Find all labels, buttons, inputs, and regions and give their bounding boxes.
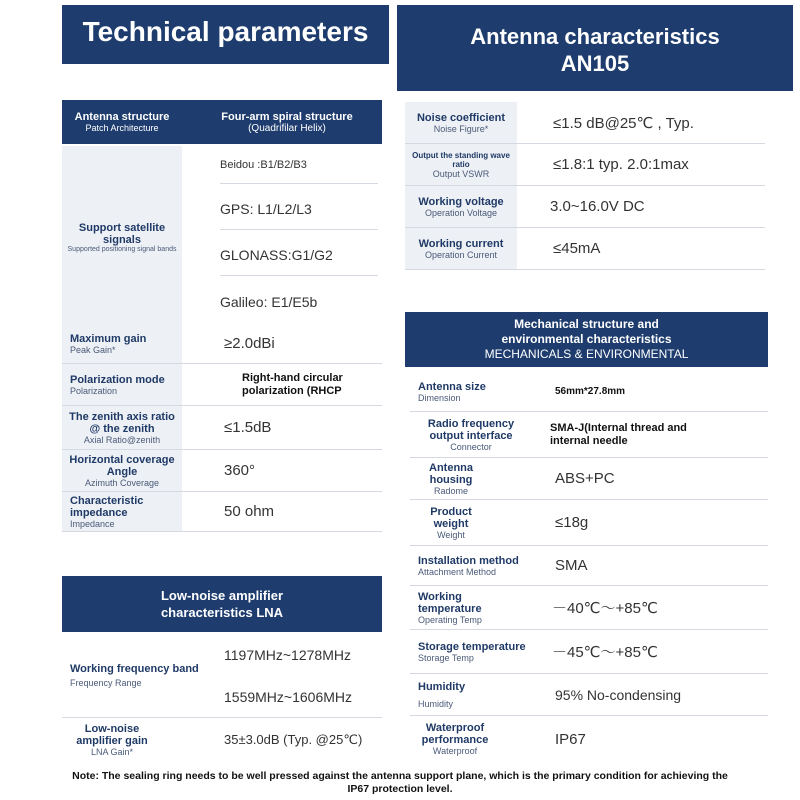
waterproof-title: Waterproof performance: [421, 722, 489, 746]
polarization-value: Right-hand circular polarization (RHCP: [242, 371, 343, 397]
satellite-signals-label: [62, 146, 182, 328]
frequency-band-row: [62, 634, 382, 718]
vswr-row: [405, 144, 765, 186]
noise-figure-row: [405, 102, 765, 144]
noise-figure-title: Noise coefficient: [416, 111, 506, 124]
current-row: [405, 228, 765, 270]
operating-temp-title: Working temperature: [418, 590, 482, 615]
vswr-value: ≤1.8:1 typ. 2.0:1max: [553, 156, 689, 173]
impedance-sub: Impedance: [70, 518, 115, 529]
noise-figure-sub: Noise Figure*: [433, 123, 489, 134]
antenna-characteristics-header: [397, 5, 793, 91]
satellite-signals-title: Support satellite signals: [78, 221, 166, 246]
voltage-row: [405, 186, 765, 228]
installation-row: [410, 546, 768, 586]
frequency-band-2: 1559MHz~1606MHz: [224, 689, 353, 705]
storage-temp-sub: Storage Temp: [418, 652, 474, 663]
housing-label: [410, 458, 492, 499]
coverage-title: Horizontal coverage Angle: [69, 453, 175, 478]
axial-ratio-sub: Axial Ratio@zenith: [83, 434, 161, 445]
voltage-sub: Operation Voltage: [424, 207, 498, 218]
frequency-band-title: Working frequency band: [70, 663, 199, 675]
weight-title: Product weight: [430, 505, 472, 530]
housing-row: [410, 458, 768, 500]
antenna-structure-row: [62, 100, 382, 144]
impedance-title: Characteristic impedance: [70, 494, 144, 519]
operating-temp-row: [410, 586, 768, 630]
installation-sub: Attachment Method: [418, 566, 497, 577]
weight-sub: Weight: [437, 529, 465, 540]
waterproof-label: [410, 716, 500, 762]
humidity-row: [410, 674, 768, 716]
operating-temp-label: [410, 586, 532, 629]
polarization-label: [62, 364, 182, 405]
axial-ratio-label: [62, 406, 182, 449]
antenna-size-value: 56mm*27.8mm: [555, 386, 626, 397]
mechanical-title-line3: MECHANICALS & ENVIRONMENTAL: [484, 347, 689, 361]
humidity-value: 95% No-condensing: [555, 686, 682, 703]
satellite-signals-sub: Supported positioning signal bands: [67, 245, 177, 253]
technical-parameters-header: Technical parameters: [62, 5, 389, 64]
impedance-label: [62, 492, 182, 531]
noise-figure-label: [405, 102, 517, 143]
axial-ratio-value: ≤1.5dB: [224, 419, 272, 436]
impedance-row: [62, 492, 382, 532]
satellite-galileo: Galileo: E1/E5b: [220, 294, 318, 310]
housing-value: ABS+PC: [555, 470, 615, 487]
axial-ratio-row: [62, 406, 382, 450]
satellite-glonass: GLONASS:G1/G2: [220, 234, 378, 276]
connector-title: Radio frequency output interface: [427, 417, 515, 442]
housing-sub: Radome: [433, 485, 469, 496]
operating-temp-sub: Operating Temp: [418, 614, 482, 625]
storage-temp-label: [410, 630, 540, 673]
voltage-label: [405, 186, 517, 227]
satellite-beidou: Beidou :B1/B2/B3: [220, 146, 378, 184]
max-gain-label: [62, 324, 182, 363]
antenna-size-label: [410, 372, 532, 411]
current-title: Working current: [418, 237, 504, 250]
antenna-size-sub: Dimension: [418, 392, 461, 403]
coverage-row: [62, 450, 382, 492]
current-sub: Operation Current: [424, 249, 498, 260]
mechanical-title-line1: Mechanical structure and: [514, 317, 659, 331]
impedance-value: 50 ohm: [224, 503, 275, 520]
lna-gain-sub: LNA Gain*: [90, 747, 134, 757]
coverage-label: [62, 450, 182, 491]
max-gain-value: ≥2.0dBi: [224, 335, 275, 352]
operating-temp-value: －40℃～+85℃: [552, 600, 658, 617]
mechanical-header: [405, 312, 768, 367]
vswr-title: Output the standing wave ratio: [412, 150, 510, 169]
antenna-structure-value: Four-arm spiral structure: [221, 110, 353, 123]
installation-value: SMA: [555, 557, 588, 574]
antenna-size-row: [410, 372, 768, 412]
max-gain-row: [62, 324, 382, 364]
storage-temp-title: Storage temperature: [418, 640, 526, 653]
coverage-value: 360°: [224, 462, 256, 479]
antenna-structure-value-sub: (Quadrifilar Helix): [248, 122, 326, 134]
antenna-size-title: Antenna size: [418, 380, 486, 393]
voltage-value: 3.0~16.0V DC: [550, 198, 645, 215]
connector-row: [410, 412, 768, 458]
lna-gain-value: 35±3.0dB (Typ. @25℃): [224, 732, 363, 747]
coverage-sub: Azimuth Coverage: [84, 477, 160, 488]
lna-title-line2: characteristics LNA: [160, 605, 284, 620]
lna-gain-row: [62, 718, 382, 762]
humidity-title: Humidity: [418, 680, 466, 693]
installation-label: [410, 546, 532, 585]
installation-title: Installation method: [418, 554, 519, 567]
vswr-sub: Output VSWR: [432, 168, 490, 179]
sealing-note: Note: The sealing ring needs to be well pressed against the antenna support plane, which is the primary condition for achieving the IP67 protection level.: [72, 770, 728, 795]
waterproof-row: [410, 716, 768, 762]
noise-figure-value: ≤1.5 dB@25℃ , Typ.: [553, 114, 694, 132]
humidity-sub: Humidity: [418, 698, 454, 709]
waterproof-sub: Waterproof: [432, 746, 478, 756]
antenna-header-line1: Antenna characteristics: [470, 24, 720, 49]
max-gain-title: Maximum gain: [70, 332, 147, 345]
lna-header: [62, 576, 382, 632]
connector-sub: Connector: [450, 441, 492, 452]
antenna-header-model: AN105: [560, 51, 630, 76]
weight-row: [410, 500, 768, 546]
axial-ratio-title: The zenith axis ratio @ the zenith: [69, 410, 175, 435]
frequency-band-sub: Frequency Range: [70, 678, 142, 688]
satellite-gps: GPS: L1/L2/L3: [220, 188, 378, 230]
waterproof-value: IP67: [555, 730, 586, 748]
antenna-structure-sub: Patch Architecture: [85, 123, 159, 133]
polarization-row: [62, 364, 382, 406]
antenna-structure-label: Antenna structure: [74, 111, 170, 123]
humidity-label: [410, 674, 532, 715]
mechanical-title-line2: environmental characteristics: [501, 332, 672, 346]
polarization-sub: Polarization: [70, 385, 118, 396]
vswr-label: [405, 144, 517, 185]
frequency-band-1: 1197MHz~1278MHz: [224, 647, 351, 663]
connector-label: [410, 412, 532, 457]
weight-label: [410, 500, 492, 545]
lna-gain-title: Low-noise amplifier gain: [76, 723, 148, 747]
current-label: [405, 228, 517, 269]
weight-value: ≤18g: [555, 514, 589, 531]
polarization-title: Polarization mode: [70, 373, 165, 386]
frequency-band-label: [62, 634, 212, 717]
current-value: ≤45mA: [553, 240, 601, 257]
voltage-title: Working voltage: [418, 195, 504, 208]
storage-temp-value: －45℃～+85℃: [552, 644, 658, 661]
lna-title-line1: Low-noise amplifier: [160, 588, 284, 603]
max-gain-sub: Peak Gain*: [70, 344, 116, 355]
connector-value: SMA-J(Internal thread and internal needle: [550, 421, 687, 447]
housing-title: Antenna housing: [429, 461, 473, 486]
storage-temp-row: [410, 630, 768, 674]
lna-gain-label: [62, 718, 162, 762]
